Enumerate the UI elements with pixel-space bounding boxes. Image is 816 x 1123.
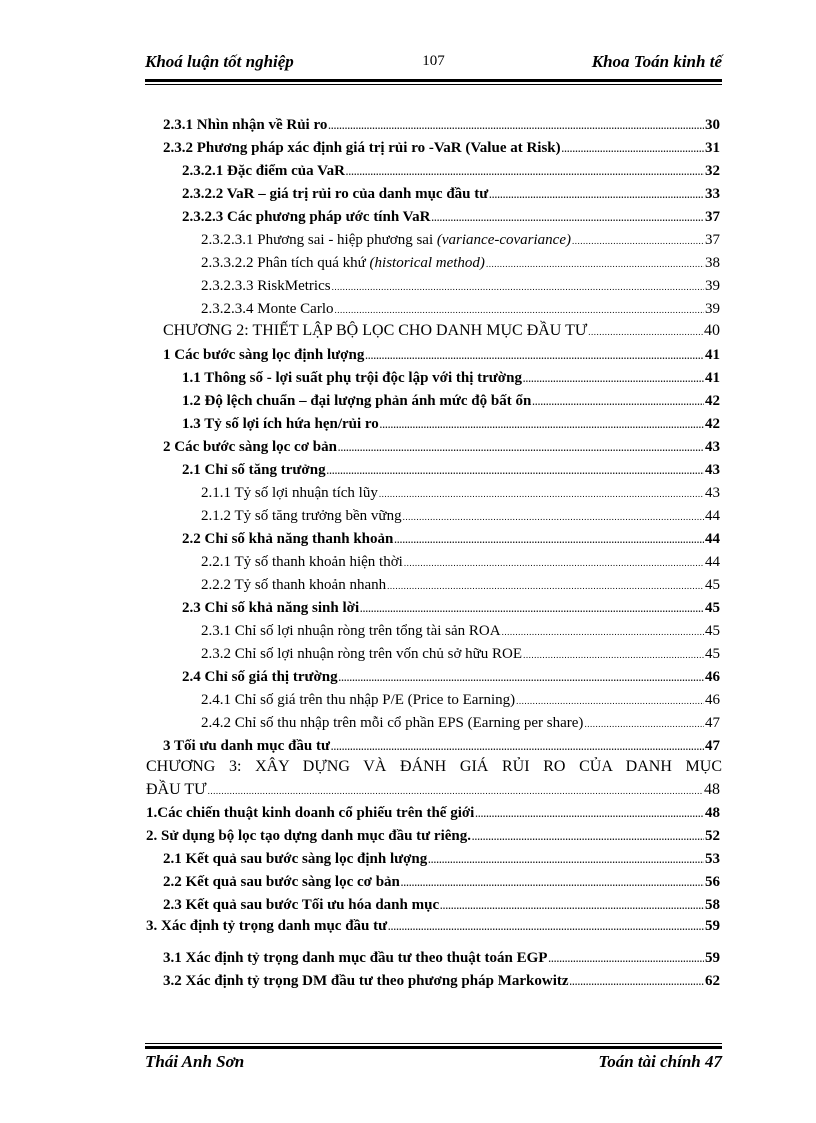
toc-entry[interactable]: 2. Sử dụng bộ lọc tạo dựng danh mục đầu tư riêng. ..... 52 bbox=[146, 825, 720, 847]
toc-entry[interactable]: 3 Tối ưu danh mục đầu tư ..... 47 bbox=[163, 735, 720, 757]
toc-entry[interactable]: 2.2 Chỉ số khả năng thanh khoản ..... 44 bbox=[182, 528, 720, 550]
toc-entry[interactable]: 2.2 Kết quả sau bước sàng lọc cơ bản ..... 56 bbox=[163, 871, 720, 893]
toc-entry[interactable]: 2.2.2 Tỷ số thanh khoản nhanh ..... 45 bbox=[201, 574, 720, 596]
toc-entry[interactable]: 2.3.2.3.3 RiskMetrics ..... 39 bbox=[201, 275, 720, 297]
toc-entry[interactable]: 1.1 Thông số - lợi suất phụ trội độc lập với thị trường ..... 41 bbox=[182, 367, 720, 389]
toc-entry[interactable]: 2.3.1 Nhìn nhận về Rủi ro ..... 30 bbox=[163, 114, 720, 136]
toc-entry[interactable]: 2.3.2.3 Các phương pháp ước tính VaR ..... 37 bbox=[182, 206, 720, 228]
header-thesis-label: Khoá luận tốt nghiệp bbox=[145, 52, 294, 71]
toc-chapter-entry[interactable]: CHƯƠNG 2: THIẾT LẬP BỘ LỌC CHO DANH MỤC ĐẦU TƯ ..... 40 bbox=[163, 320, 720, 342]
toc-entry[interactable]: 2.3 Kết quả sau bước Tối ưu hóa danh mục ..... 58 bbox=[163, 894, 720, 916]
toc-entry[interactable]: 2.3.2.1 Đặc điểm của VaR ..... 32 bbox=[182, 160, 720, 182]
toc-entry[interactable]: 2.3.2.3.4 Monte Carlo ..... 39 bbox=[201, 298, 720, 320]
toc-entry[interactable]: 3.1 Xác định tỷ trọng danh mục đầu tư theo thuật toán EGP ..... 59 bbox=[163, 947, 720, 969]
header-faculty-label: Khoa Toán kinh tế bbox=[591, 52, 722, 71]
toc-entry[interactable]: 2.3 Chỉ số khả năng sinh lời ..... 45 bbox=[182, 597, 720, 619]
toc-entry[interactable]: 1 Các bước sàng lọc định lượng ..... 41 bbox=[163, 344, 720, 366]
toc-entry[interactable]: 2.4.2 Chỉ số thu nhập trên mỗi cổ phần EPS (Earning per share) ..... 47 bbox=[201, 712, 720, 734]
footer-author: Thái Anh Sơn bbox=[145, 1052, 245, 1071]
toc-entry[interactable]: 2.4 Chỉ số giá thị trường ..... 46 bbox=[182, 666, 720, 688]
toc-entry[interactable]: 3.2 Xác định tỷ trọng DM đầu tư theo phương pháp Markowitz ..... 62 bbox=[163, 970, 720, 992]
toc-entry[interactable]: 2.3.2.3.1 Phương sai - hiệp phương sai (variance-covariance) ..... 37 bbox=[201, 229, 720, 251]
toc-entry[interactable]: 2.1.2 Tỷ số tăng trưởng bền vững ..... 44 bbox=[201, 505, 720, 527]
toc-entry[interactable]: 2.4.1 Chỉ số giá trên thu nhập P/E (Price to Earning) ..... 46 bbox=[201, 689, 720, 711]
toc-entry[interactable]: 2.1 Kết quả sau bước sàng lọc định lượng ..... 53 bbox=[163, 848, 720, 870]
page-footer bbox=[145, 1052, 722, 1076]
footer-rule-thin bbox=[145, 1043, 722, 1044]
toc-entry[interactable]: 2.3.2.2 VaR – giá trị rủi ro của danh mục đầu tư ..... 33 bbox=[182, 183, 720, 205]
toc-entry[interactable]: 2.3.3.2.2 Phân tích quá khứ (historical method) ..... 38 bbox=[201, 252, 720, 274]
toc-entry[interactable]: 2 Các bước sàng lọc cơ bản ..... 43 bbox=[163, 436, 720, 458]
toc-entry[interactable]: 1.3 Tỷ số lợi ích hứa hẹn/rủi ro ..... 42 bbox=[182, 413, 720, 435]
toc-entry[interactable]: 2.3.2 Phương pháp xác định giá trị rủi ro -VaR (Value at Risk) ..... 31 bbox=[163, 137, 720, 159]
toc-entry[interactable]: 1.Các chiến thuật kinh doanh cổ phiếu trên thế giới ..... 48 bbox=[146, 802, 720, 824]
toc-entry[interactable]: 3. Xác định tỷ trọng danh mục đầu tư ..... 59 bbox=[146, 915, 720, 937]
toc-entry[interactable]: 2.3.2 Chỉ số lợi nhuận ròng trên vốn chủ sở hữu ROE ..... 45 bbox=[201, 643, 720, 665]
toc-entry[interactable]: 2.1 Chỉ số tăng trưởng ..... 43 bbox=[182, 459, 720, 481]
footer-class: Toán tài chính 47 bbox=[598, 1052, 722, 1071]
toc-entry[interactable]: 2.2.1 Tỷ số thanh khoản hiện thời ..... 44 bbox=[201, 551, 720, 573]
footer-rule-thick bbox=[145, 1046, 722, 1049]
toc-entry[interactable]: 2.3.1 Chỉ số lợi nhuận ròng trên tổng tài sản ROA ..... 45 bbox=[201, 620, 720, 642]
toc-entry[interactable]: 1.2 Độ lệch chuẩn – đại lượng phản ánh mức độ bất ổn ..... 42 bbox=[182, 390, 720, 412]
header-page-number: 107 bbox=[422, 53, 445, 69]
toc-chapter3-line2[interactable]: ĐẦU TƯ ..... 48 bbox=[146, 779, 720, 801]
toc-chapter3-line1[interactable]: CHƯƠNG 3: XÂY DỰNG VÀ ĐÁNH GIÁ RỦI RO CỦA DANH MỤC bbox=[146, 758, 722, 775]
toc-entry[interactable]: 2.1.1 Tỷ số lợi nhuận tích lũy ..... 43 bbox=[201, 482, 720, 504]
